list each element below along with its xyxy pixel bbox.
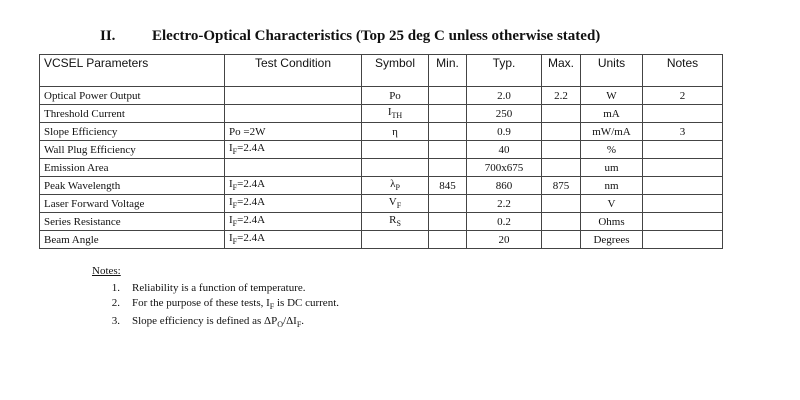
- symbol-cell: [362, 141, 429, 159]
- note-text: Reliability is a function of temperature.: [132, 282, 306, 294]
- max-cell: [542, 141, 581, 159]
- typ-cell: 2.0: [467, 87, 542, 105]
- parameter-cell: Series Resistance: [40, 213, 225, 231]
- condition-cell: $I_F=2.4A$: [225, 177, 362, 195]
- max-cell: [542, 195, 581, 213]
- column-header: Units: [581, 55, 643, 87]
- notes-cell: [643, 231, 723, 249]
- min-cell: [429, 159, 467, 177]
- min-cell: [429, 123, 467, 141]
- notes-cell: 2: [643, 87, 723, 105]
- units-cell: mW/mA: [581, 123, 643, 141]
- units-cell: %: [581, 141, 643, 159]
- notes-cell: [643, 177, 723, 195]
- min-cell: [429, 141, 467, 159]
- table-row: [40, 105, 723, 123]
- table-row: [40, 177, 723, 195]
- condition-cell: $I_F=2.4A$: [225, 213, 362, 231]
- note-index: 1.: [111, 282, 120, 294]
- characteristics-table: [39, 54, 723, 249]
- parameter-cell: Emission Area: [40, 159, 225, 177]
- units-cell: mA: [581, 105, 643, 123]
- condition-cell: $I_F=2.4A$: [225, 231, 362, 249]
- units-cell: W: [581, 87, 643, 105]
- symbol-cell: [362, 231, 429, 249]
- parameter-cell: Laser Forward Voltage: [40, 195, 225, 213]
- typ-cell: 40: [467, 141, 542, 159]
- column-header: VCSEL Parameters: [40, 55, 225, 87]
- typ-cell: 2.2: [467, 195, 542, 213]
- condition-cell: [225, 87, 362, 105]
- condition-cell: [225, 159, 362, 177]
- symbol-cell: $V_F$: [362, 195, 429, 213]
- note-item: [92, 314, 339, 332]
- symbol-cell: $I_{TH}$: [362, 105, 429, 123]
- max-cell: [542, 105, 581, 123]
- section-title: Electro-Optical Characteristics (Top 25 deg C unless otherwise stated): [152, 28, 601, 44]
- notes-cell: [643, 105, 723, 123]
- symbol-cell: [362, 159, 429, 177]
- parameter-cell: Optical Power Output: [40, 87, 225, 105]
- table-row: [40, 231, 723, 249]
- note-text: For the purpose of these tests, $I_F$ is DC current.: [132, 297, 339, 312]
- units-cell: nm: [581, 177, 643, 195]
- parameter-cell: Wall Plug Efficiency: [40, 141, 225, 159]
- column-header: Symbol: [362, 55, 429, 87]
- note-index: 3.: [111, 315, 120, 328]
- table-row: [40, 195, 723, 213]
- notes-list: [92, 281, 339, 332]
- max-cell: [542, 231, 581, 249]
- min-cell: [429, 87, 467, 105]
- column-header: Typ.: [467, 55, 542, 87]
- max-cell: [542, 159, 581, 177]
- units-cell: um: [581, 159, 643, 177]
- section-number: II.: [100, 28, 116, 44]
- parameter-cell: Beam Angle: [40, 231, 225, 249]
- notes-cell: [643, 159, 723, 177]
- table-row: [40, 123, 723, 141]
- typ-cell: 700x675: [467, 159, 542, 177]
- condition-cell: $I_F=2.4A$: [225, 141, 362, 159]
- symbol-cell: $\lambda_P$: [362, 177, 429, 195]
- max-cell: 875: [542, 177, 581, 195]
- min-cell: [429, 231, 467, 249]
- table-row: [40, 87, 723, 105]
- min-cell: [429, 195, 467, 213]
- column-header: Notes: [643, 55, 723, 87]
- parameter-cell: Slope Efficiency: [40, 123, 225, 141]
- max-cell: [542, 213, 581, 231]
- notes-cell: 3: [643, 123, 723, 141]
- typ-cell: 860: [467, 177, 542, 195]
- note-item: [92, 296, 339, 314]
- column-header: Min.: [429, 55, 467, 87]
- note-text: Slope efficiency is defined as $\Delta P_O/\Delta I_F$.: [132, 315, 305, 330]
- typ-cell: 0.9: [467, 123, 542, 141]
- parameter-cell: Peak Wavelength: [40, 177, 225, 195]
- min-cell: [429, 213, 467, 231]
- section-heading: [100, 28, 600, 45]
- column-header: Test Condition: [225, 55, 362, 87]
- units-cell: V: [581, 195, 643, 213]
- typ-cell: 0.2: [467, 213, 542, 231]
- min-cell: [429, 105, 467, 123]
- min-cell: 845: [429, 177, 467, 195]
- symbol-cell: η: [362, 123, 429, 141]
- typ-cell: 20: [467, 231, 542, 249]
- symbol-cell: Po: [362, 87, 429, 105]
- condition-cell: $I_F=2.4A$: [225, 195, 362, 213]
- table-header-row: [40, 55, 723, 87]
- notes-cell: [643, 141, 723, 159]
- notes-title: Notes:: [92, 265, 121, 277]
- max-cell: 2.2: [542, 87, 581, 105]
- units-cell: Degrees: [581, 231, 643, 249]
- condition-cell: Po =2W: [225, 123, 362, 141]
- units-cell: Ohms: [581, 213, 643, 231]
- table-body: [40, 87, 723, 249]
- typ-cell: 250: [467, 105, 542, 123]
- note-item: [92, 281, 339, 296]
- notes-cell: [643, 213, 723, 231]
- note-index: 2.: [111, 297, 120, 309]
- table-row: [40, 159, 723, 177]
- table-row: [40, 141, 723, 159]
- table-row: [40, 213, 723, 231]
- condition-cell: [225, 105, 362, 123]
- parameter-cell: Threshold Current: [40, 105, 225, 123]
- notes-cell: [643, 195, 723, 213]
- notes-section: [92, 264, 339, 332]
- symbol-cell: $R_S$: [362, 213, 429, 231]
- column-header: Max.: [542, 55, 581, 87]
- max-cell: [542, 123, 581, 141]
